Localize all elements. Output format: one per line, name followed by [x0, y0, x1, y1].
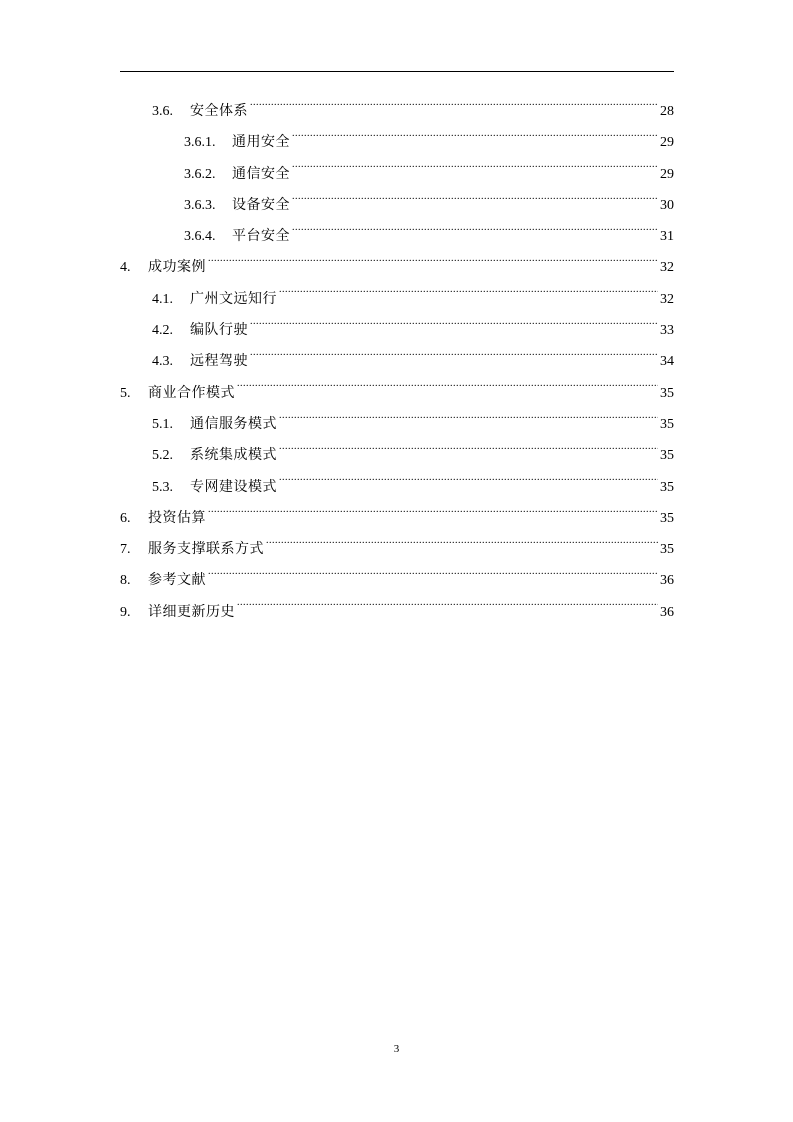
toc-page-number: 29 [660, 135, 674, 151]
toc-number: 8. [120, 573, 131, 589]
toc-title: 系统集成模式 [190, 448, 277, 464]
toc-title: 通用安全 [232, 135, 290, 151]
toc-title: 投资估算 [148, 510, 206, 526]
toc-title: 商业合作模式 [148, 385, 235, 401]
toc-page-number: 36 [660, 573, 674, 589]
toc-leader-dots [250, 320, 658, 334]
toc-number: 3.6.3. [184, 197, 216, 213]
toc-entry-9[interactable] [120, 597, 674, 628]
toc-leader-dots [292, 164, 658, 178]
toc-leader-dots [279, 414, 658, 428]
toc-page-number: 32 [660, 291, 674, 307]
toc-leader-dots [266, 539, 658, 553]
toc-number: 5.1. [152, 416, 173, 432]
toc-entry-4-2[interactable] [120, 315, 674, 346]
header-rule [120, 71, 674, 72]
toc-entry-8[interactable] [120, 565, 674, 596]
toc-page-number: 36 [660, 604, 674, 620]
toc-page-number: 34 [660, 354, 674, 370]
toc-page-number: 35 [660, 542, 674, 558]
toc-entry-3-6-1[interactable] [120, 127, 674, 158]
toc-leader-dots [208, 257, 658, 271]
toc-page-number: 35 [660, 385, 674, 401]
toc-leader-dots [237, 383, 658, 397]
toc-title: 专网建设模式 [190, 479, 277, 495]
toc-page-number: 32 [660, 260, 674, 276]
toc-title: 远程驾驶 [190, 354, 248, 370]
toc-page-number: 28 [660, 104, 674, 119]
toc-number: 6. [120, 510, 131, 526]
toc-title: 通信安全 [232, 166, 290, 182]
toc-title: 服务支撑联系方式 [148, 542, 264, 558]
toc-number: 7. [120, 542, 131, 558]
toc-page-number: 35 [660, 416, 674, 432]
toc-entry-5-2[interactable] [120, 440, 674, 471]
toc-page-number: 33 [660, 323, 674, 339]
toc-number: 3.6.2. [184, 166, 216, 182]
toc-page-number: 35 [660, 510, 674, 526]
toc-number: 4.1. [152, 291, 173, 307]
toc-title: 编队行驶 [190, 323, 248, 339]
toc-leader-dots [208, 570, 658, 584]
toc-entry-4-1[interactable] [120, 284, 674, 315]
toc-number: 9. [120, 604, 131, 620]
toc-title: 详细更新历史 [148, 604, 235, 620]
page-number: 3 [393, 1043, 400, 1055]
toc-title: 平台安全 [232, 229, 290, 245]
toc-leader-dots [279, 289, 658, 303]
toc-number: 3.6.1. [184, 135, 216, 151]
toc-number: 4.3. [152, 354, 173, 370]
toc-entry-4[interactable] [120, 252, 674, 283]
toc-number: 3.6.4. [184, 229, 216, 245]
toc-entry-6[interactable] [120, 503, 674, 534]
toc-leader-dots [292, 226, 658, 240]
toc-leader-dots [237, 602, 658, 616]
toc-page-number: 30 [660, 197, 674, 213]
toc-leader-dots [279, 477, 658, 491]
toc-page-number: 29 [660, 166, 674, 182]
toc-number: 5.2. [152, 448, 173, 464]
toc-entry-3-6[interactable] [120, 96, 674, 127]
toc-leader-dots [292, 132, 658, 146]
toc-title: 广州文远知行 [190, 291, 277, 307]
toc-leader-dots [208, 508, 658, 522]
toc-page-number: 31 [660, 229, 674, 245]
toc-title: 设备安全 [232, 197, 290, 213]
toc-entry-3-6-3[interactable] [120, 190, 674, 221]
toc-title: 通信服务模式 [190, 416, 277, 432]
toc-number: 5.3. [152, 479, 173, 495]
toc-entry-5-3[interactable] [120, 472, 674, 503]
toc-title: 安全体系 [190, 104, 248, 119]
toc-number: 3.6. [152, 104, 173, 119]
toc-leader-dots [250, 101, 658, 115]
toc-leader-dots [292, 195, 658, 209]
toc-leader-dots [279, 445, 658, 459]
toc-entry-4-3[interactable] [120, 346, 674, 377]
toc-number: 4. [120, 260, 131, 276]
toc-number: 4.2. [152, 323, 173, 339]
toc-title: 参考文献 [148, 573, 206, 589]
toc-title: 成功案例 [148, 260, 206, 276]
toc-entry-5-1[interactable] [120, 409, 674, 440]
toc-entry-3-6-2[interactable] [120, 159, 674, 190]
toc-entry-3-6-4[interactable] [120, 221, 674, 252]
toc-entry-5[interactable] [120, 378, 674, 409]
toc-entry-7[interactable] [120, 534, 674, 565]
toc-page-number: 35 [660, 448, 674, 464]
table-of-contents [120, 96, 674, 628]
toc-number: 5. [120, 385, 131, 401]
toc-page-number: 35 [660, 479, 674, 495]
toc-leader-dots [250, 351, 658, 365]
